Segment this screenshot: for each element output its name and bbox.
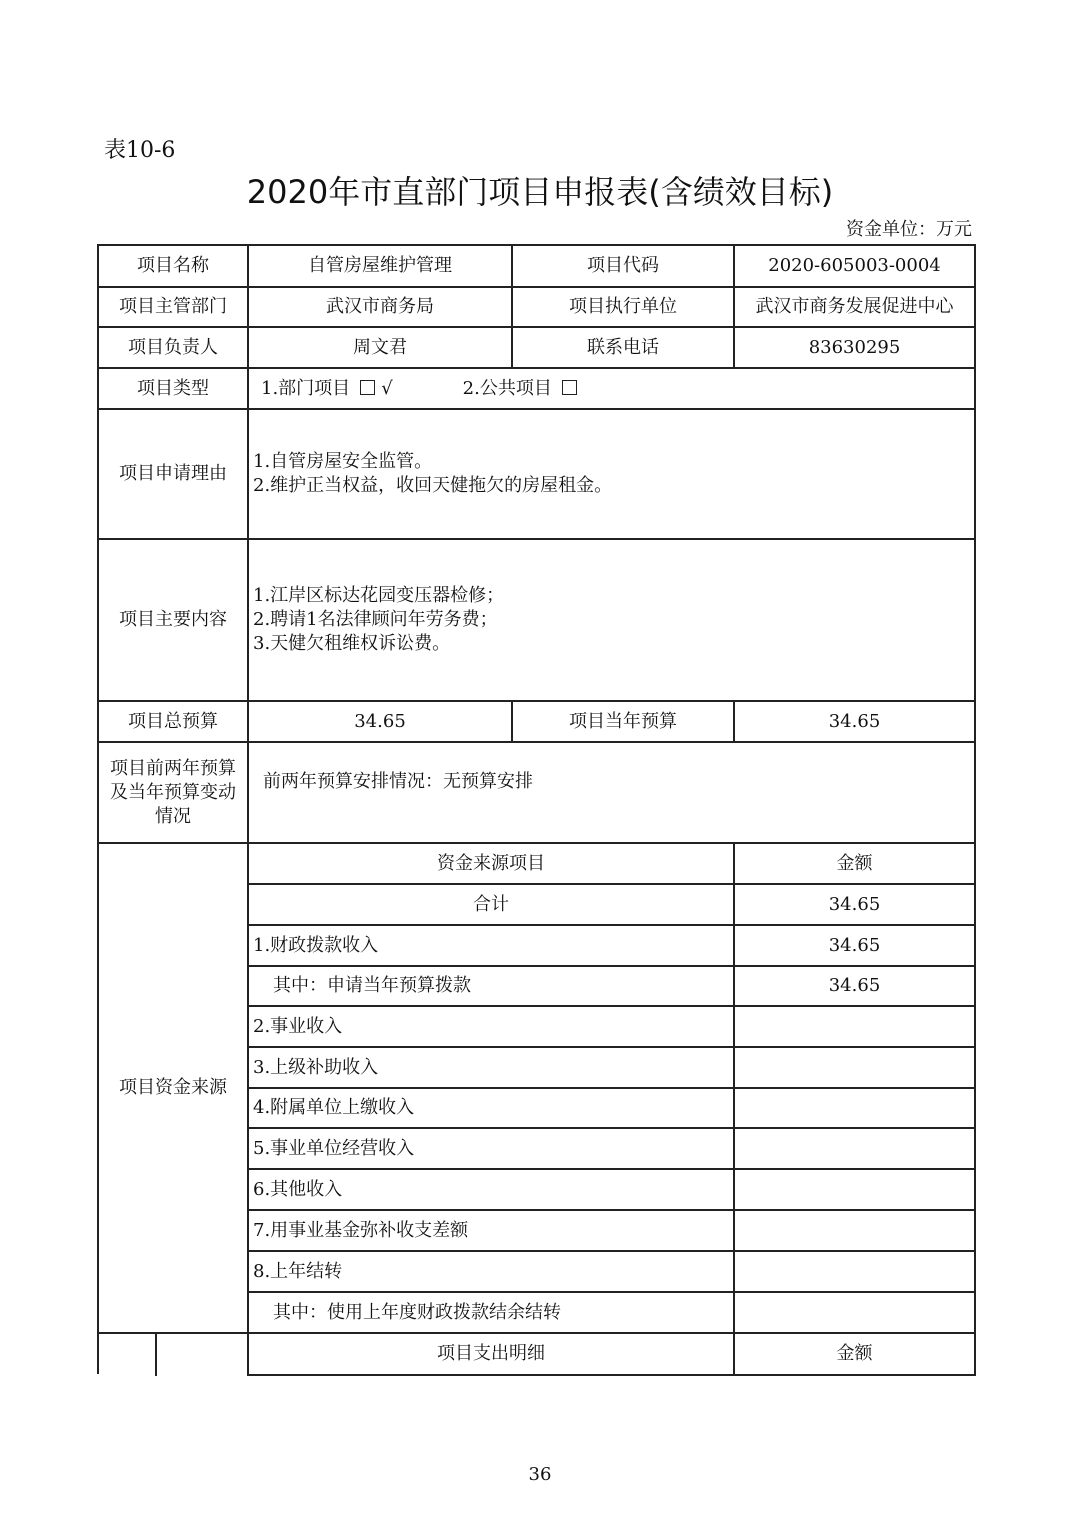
funding-amount <box>735 1170 976 1211</box>
funding-amount <box>735 1252 976 1293</box>
exec-unit-label: 项目执行单位 <box>513 288 735 328</box>
dept-label: 项目主管部门 <box>99 288 249 328</box>
funding-amount: 34.65 <box>735 967 976 1007</box>
dept: 武汉市商务局 <box>249 288 513 328</box>
document-title: 2020年市直部门项目申报表(含绩效目标) <box>246 173 834 211</box>
type-option-public: 2.公共项目 <box>462 377 552 399</box>
content-text <box>249 540 976 702</box>
funding-amount: 34.65 <box>735 885 976 926</box>
funding-amount <box>735 1007 976 1048</box>
funding-col-amount: 金额 <box>735 844 976 885</box>
reason-label: 项目申请理由 <box>99 410 249 540</box>
year-budget: 34.65 <box>735 702 976 743</box>
reason-line: 1.自管房屋安全监管。 <box>253 451 433 472</box>
funding-item: 6.其他收入 <box>249 1170 735 1211</box>
type-checkmark: √ <box>381 377 393 399</box>
content-line: 2.聘请1名法律顾问年劳务费； <box>253 609 498 630</box>
funding-amount <box>735 1211 976 1252</box>
funding-amount <box>735 1293 976 1334</box>
prior-budget-text: 前两年预算安排情况：无预算安排 <box>249 743 976 844</box>
funding-item: 1.财政拨款收入 <box>249 926 735 967</box>
year-budget-label: 项目当年预算 <box>513 702 735 743</box>
content-line: 3.天健欠租维权诉讼费。 <box>253 633 451 654</box>
funding-amount <box>735 1089 976 1129</box>
expense-col-amount: 金额 <box>735 1334 976 1376</box>
funding-item: 2.事业收入 <box>249 1007 735 1048</box>
project-table <box>97 244 976 1374</box>
content-label: 项目主要内容 <box>99 540 249 702</box>
project-code: 2020-605003-0004 <box>735 246 976 288</box>
funding-item: 5.事业单位经营收入 <box>249 1129 735 1170</box>
table-label: 表10-6 <box>104 138 176 163</box>
type-option-department: 1.部门项目 <box>261 377 351 399</box>
funding-label: 项目资金来源 <box>99 844 249 1334</box>
leader: 周文君 <box>249 328 513 369</box>
funding-item: 8.上年结转 <box>249 1252 735 1293</box>
funding-item: 其中：使用上年度财政拨款结余结转 <box>249 1293 735 1334</box>
project-name: 自管房屋维护管理 <box>249 246 513 288</box>
funding-amount <box>735 1129 976 1170</box>
page-number: 36 <box>528 1464 552 1485</box>
checkbox-public <box>562 380 577 395</box>
currency-unit: 资金单位：万元 <box>846 219 972 240</box>
phone-label: 联系电话 <box>513 328 735 369</box>
funding-col-item: 资金来源项目 <box>249 844 735 885</box>
funding-item: 7.用事业基金弥补收支差额 <box>249 1211 735 1252</box>
project-type-options <box>249 369 976 410</box>
exec-unit: 武汉市商务发展促进中心 <box>735 288 976 328</box>
total-budget-label: 项目总预算 <box>99 702 249 743</box>
reason-text <box>249 410 976 540</box>
leader-label: 项目负责人 <box>99 328 249 369</box>
expense-sub-blank <box>157 1334 249 1376</box>
project-code-label: 项目代码 <box>513 246 735 288</box>
project-name-label: 项目名称 <box>99 246 249 288</box>
funding-item: 其中：申请当年预算拨款 <box>249 967 735 1007</box>
phone: 83630295 <box>735 328 976 369</box>
expense-col-item: 项目支出明细 <box>249 1334 735 1376</box>
checkbox-department <box>360 380 375 395</box>
funding-amount: 34.65 <box>735 926 976 967</box>
content-line: 1.江岸区标达花园变压器检修； <box>253 585 505 606</box>
prior-budget-label: 项目前两年预算及当年预算变动情况 <box>99 743 249 844</box>
funding-item: 4.附属单位上缴收入 <box>249 1089 735 1129</box>
expense-left-blank <box>99 1334 157 1376</box>
reason-line: 2.维护正当权益，收回天健拖欠的房屋租金。 <box>253 475 613 496</box>
type-label: 项目类型 <box>99 369 249 410</box>
funding-amount <box>735 1048 976 1089</box>
funding-item: 合计 <box>249 885 735 926</box>
total-budget: 34.65 <box>249 702 513 743</box>
funding-item: 3.上级补助收入 <box>249 1048 735 1089</box>
